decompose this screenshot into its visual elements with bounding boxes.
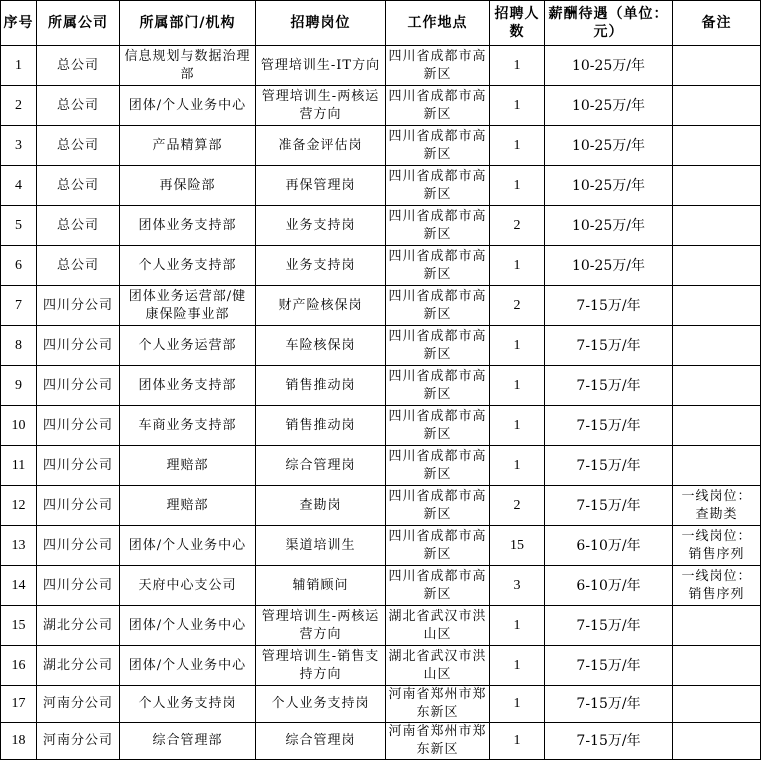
cell-location: 四川省成都市高新区 <box>386 526 490 566</box>
cell-dept: 团体业务支持部 <box>120 366 256 406</box>
cell-company: 四川分公司 <box>37 286 120 326</box>
cell-dept: 团体/个人业务中心 <box>120 606 256 646</box>
cell-salary: 10-25万/年 <box>545 126 673 166</box>
cell-salary: 7-15万/年 <box>545 286 673 326</box>
cell-position: 管理培训生-两核运营方向 <box>256 606 386 646</box>
cell-position: 财产险核保岗 <box>256 286 386 326</box>
cell-no: 5 <box>1 206 37 246</box>
cell-company: 四川分公司 <box>37 326 120 366</box>
table-row <box>1 326 761 366</box>
cell-count: 1 <box>490 406 545 446</box>
cell-no: 6 <box>1 246 37 286</box>
cell-dept: 理赔部 <box>120 446 256 486</box>
table-row <box>1 246 761 286</box>
cell-note <box>673 286 761 326</box>
header-position: 招聘岗位 <box>256 1 386 46</box>
cell-position: 综合管理岗 <box>256 723 386 760</box>
table-row <box>1 86 761 126</box>
cell-dept: 产品精算部 <box>120 126 256 166</box>
cell-company: 总公司 <box>37 46 120 86</box>
table-row <box>1 646 761 686</box>
cell-dept: 信息规划与数据治理部 <box>120 46 256 86</box>
cell-count: 1 <box>490 46 545 86</box>
cell-company: 湖北分公司 <box>37 606 120 646</box>
cell-dept: 个人业务支持岗 <box>120 686 256 723</box>
cell-position: 销售推动岗 <box>256 406 386 446</box>
cell-no: 17 <box>1 686 37 723</box>
cell-company: 四川分公司 <box>37 526 120 566</box>
cell-company: 四川分公司 <box>37 446 120 486</box>
cell-position: 销售推动岗 <box>256 366 386 406</box>
cell-note <box>673 166 761 206</box>
cell-location: 四川省成都市高新区 <box>386 206 490 246</box>
header-count: 招聘人数 <box>490 1 545 46</box>
cell-note <box>673 126 761 166</box>
cell-no: 2 <box>1 86 37 126</box>
cell-no: 1 <box>1 46 37 86</box>
cell-position: 辅销顾问 <box>256 566 386 606</box>
cell-dept: 个人业务支持部 <box>120 246 256 286</box>
table-row <box>1 46 761 86</box>
cell-company: 河南分公司 <box>37 686 120 723</box>
cell-location: 湖北省武汉市洪山区 <box>386 606 490 646</box>
cell-no: 4 <box>1 166 37 206</box>
cell-no: 14 <box>1 566 37 606</box>
cell-salary: 7-15万/年 <box>545 606 673 646</box>
cell-position: 管理培训生-两核运营方向 <box>256 86 386 126</box>
table-row <box>1 566 761 606</box>
table-row <box>1 723 761 760</box>
cell-note <box>673 646 761 686</box>
cell-position: 业务支持岗 <box>256 246 386 286</box>
cell-salary: 10-25万/年 <box>545 246 673 286</box>
cell-count: 1 <box>490 246 545 286</box>
header-location: 工作地点 <box>386 1 490 46</box>
cell-salary: 10-25万/年 <box>545 46 673 86</box>
cell-company: 四川分公司 <box>37 486 120 526</box>
header-no: 序号 <box>1 1 37 46</box>
cell-location: 湖北省武汉市洪山区 <box>386 646 490 686</box>
cell-salary: 7-15万/年 <box>545 326 673 366</box>
cell-company: 四川分公司 <box>37 366 120 406</box>
table-row <box>1 686 761 723</box>
cell-count: 1 <box>490 646 545 686</box>
cell-salary: 10-25万/年 <box>545 206 673 246</box>
table-row <box>1 286 761 326</box>
cell-location: 四川省成都市高新区 <box>386 566 490 606</box>
header-row <box>1 1 761 46</box>
cell-location: 河南省郑州市郑东新区 <box>386 686 490 723</box>
cell-dept: 车商业务支持部 <box>120 406 256 446</box>
cell-no: 10 <box>1 406 37 446</box>
header-company: 所属公司 <box>37 1 120 46</box>
cell-position: 管理培训生-IT方向 <box>256 46 386 86</box>
cell-position: 个人业务支持岗 <box>256 686 386 723</box>
cell-location: 四川省成都市高新区 <box>386 486 490 526</box>
cell-note <box>673 86 761 126</box>
cell-location: 四川省成都市高新区 <box>386 326 490 366</box>
cell-location: 四川省成都市高新区 <box>386 126 490 166</box>
cell-dept: 天府中心支公司 <box>120 566 256 606</box>
cell-note <box>673 606 761 646</box>
cell-dept: 团体/个人业务中心 <box>120 526 256 566</box>
cell-note <box>673 326 761 366</box>
cell-position: 车险核保岗 <box>256 326 386 366</box>
cell-salary: 7-15万/年 <box>545 723 673 760</box>
cell-count: 2 <box>490 206 545 246</box>
cell-salary: 7-15万/年 <box>545 486 673 526</box>
cell-note <box>673 46 761 86</box>
cell-position: 渠道培训生 <box>256 526 386 566</box>
cell-note <box>673 406 761 446</box>
cell-company: 总公司 <box>37 166 120 206</box>
cell-salary: 7-15万/年 <box>545 366 673 406</box>
cell-location: 四川省成都市高新区 <box>386 366 490 406</box>
cell-salary: 6-10万/年 <box>545 566 673 606</box>
cell-dept: 个人业务运营部 <box>120 326 256 366</box>
cell-no: 15 <box>1 606 37 646</box>
cell-dept: 团体/个人业务中心 <box>120 86 256 126</box>
header-note: 备注 <box>673 1 761 46</box>
cell-no: 13 <box>1 526 37 566</box>
cell-count: 15 <box>490 526 545 566</box>
cell-no: 9 <box>1 366 37 406</box>
cell-company: 四川分公司 <box>37 406 120 446</box>
cell-count: 2 <box>490 486 545 526</box>
cell-note <box>673 723 761 760</box>
cell-salary: 6-10万/年 <box>545 526 673 566</box>
cell-salary: 7-15万/年 <box>545 446 673 486</box>
table-row <box>1 526 761 566</box>
cell-company: 总公司 <box>37 246 120 286</box>
header-salary: 薪酬待遇（单位：元） <box>545 1 673 46</box>
cell-salary: 10-25万/年 <box>545 86 673 126</box>
cell-company: 总公司 <box>37 86 120 126</box>
cell-note <box>673 206 761 246</box>
table-row <box>1 606 761 646</box>
cell-position: 再保管理岗 <box>256 166 386 206</box>
cell-no: 16 <box>1 646 37 686</box>
cell-location: 四川省成都市高新区 <box>386 46 490 86</box>
cell-note: 一线岗位：查勘类 <box>673 486 761 526</box>
cell-count: 1 <box>490 166 545 206</box>
cell-location: 四川省成都市高新区 <box>386 246 490 286</box>
cell-salary: 7-15万/年 <box>545 406 673 446</box>
cell-count: 1 <box>490 686 545 723</box>
table-row <box>1 406 761 446</box>
cell-company: 河南分公司 <box>37 723 120 760</box>
table-row <box>1 126 761 166</box>
cell-position: 综合管理岗 <box>256 446 386 486</box>
table-row <box>1 166 761 206</box>
cell-location: 四川省成都市高新区 <box>386 446 490 486</box>
cell-note <box>673 446 761 486</box>
cell-no: 3 <box>1 126 37 166</box>
table-row <box>1 486 761 526</box>
cell-dept: 再保险部 <box>120 166 256 206</box>
cell-company: 四川分公司 <box>37 566 120 606</box>
cell-no: 8 <box>1 326 37 366</box>
cell-company: 总公司 <box>37 126 120 166</box>
cell-count: 1 <box>490 723 545 760</box>
cell-position: 查勘岗 <box>256 486 386 526</box>
cell-no: 18 <box>1 723 37 760</box>
cell-dept: 团体业务运营部/健康保险事业部 <box>120 286 256 326</box>
header-dept: 所属部门/机构 <box>120 1 256 46</box>
cell-salary: 7-15万/年 <box>545 686 673 723</box>
cell-count: 1 <box>490 326 545 366</box>
table-body <box>1 46 761 760</box>
cell-count: 2 <box>490 286 545 326</box>
cell-count: 1 <box>490 606 545 646</box>
cell-salary: 10-25万/年 <box>545 166 673 206</box>
cell-position: 管理培训生-销售支持方向 <box>256 646 386 686</box>
cell-note <box>673 246 761 286</box>
cell-location: 四川省成都市高新区 <box>386 166 490 206</box>
cell-count: 1 <box>490 366 545 406</box>
cell-location: 四川省成都市高新区 <box>386 86 490 126</box>
cell-salary: 7-15万/年 <box>545 646 673 686</box>
cell-company: 湖北分公司 <box>37 646 120 686</box>
cell-note <box>673 686 761 723</box>
cell-note: 一线岗位：销售序列 <box>673 526 761 566</box>
cell-no: 7 <box>1 286 37 326</box>
cell-dept: 理赔部 <box>120 486 256 526</box>
cell-note <box>673 366 761 406</box>
cell-position: 业务支持岗 <box>256 206 386 246</box>
cell-no: 12 <box>1 486 37 526</box>
cell-company: 总公司 <box>37 206 120 246</box>
table-row <box>1 366 761 406</box>
cell-dept: 团体/个人业务中心 <box>120 646 256 686</box>
cell-location: 四川省成都市高新区 <box>386 406 490 446</box>
cell-no: 11 <box>1 446 37 486</box>
cell-count: 1 <box>490 126 545 166</box>
table-row <box>1 206 761 246</box>
table-row <box>1 446 761 486</box>
cell-location: 河南省郑州市郑东新区 <box>386 723 490 760</box>
cell-dept: 团体业务支持部 <box>120 206 256 246</box>
cell-count: 3 <box>490 566 545 606</box>
cell-location: 四川省成都市高新区 <box>386 286 490 326</box>
cell-count: 1 <box>490 446 545 486</box>
cell-position: 准备金评估岗 <box>256 126 386 166</box>
cell-note: 一线岗位：销售序列 <box>673 566 761 606</box>
cell-dept: 综合管理部 <box>120 723 256 760</box>
cell-count: 1 <box>490 86 545 126</box>
